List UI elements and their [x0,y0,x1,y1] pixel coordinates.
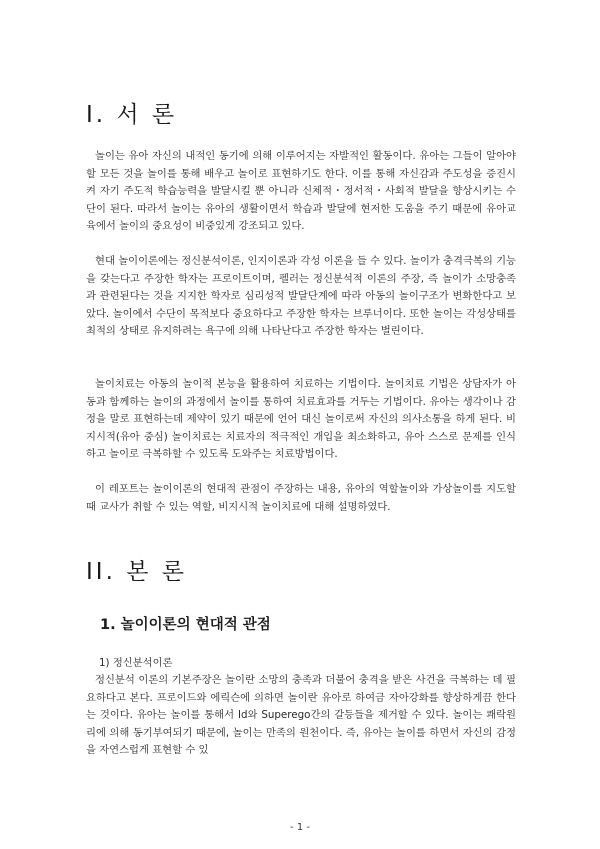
intro-paragraph-3: 놀이치료는 아동의 놀이적 본능을 활용하여 치료하는 기법이다. 놀이치료 기법은 상담자가 아동과 함께하는 놀이의 과정에서 놀이를 통하여 치료효과를 거두는 기법이다. 유아는 생각이나 감정을 말로 표현하는데 제약이 있기 때문에 언어 대신 놀이로써 자신의 의사소통을 하게 된다. 비지시적(유아 중심) 놀이치료는 치료자의 적극적인 개입을 최소화하고, 유아 스스로 문제를 인식하고 놀이로 극복하할 수 있도록 도와주는 치료방법이다. [86,378,516,460]
subsection-title-psychoanalytic: 1) 정신분석이론 [99,657,173,669]
section-heading-introduction: I. 서 론 [86,102,178,128]
intro-paragraph-4: 이 레포트는 놀이이론의 현대적 관점이 주장하는 내용, 유아의 역할놀이와 가상놀이를 지도할 때 교사가 취할 수 있는 역할, 비지시적 놀이치료에 대해 설명하였다. [86,483,516,513]
section-heading-body: II. 본 론 [86,559,187,585]
page-number: - 1 - [290,822,310,833]
intro-paragraph-2: 현대 놀이이론에는 정신분석이론, 인지이론과 각성 이론을 들 수 있다. 놀이가 충격극복의 기능을 갖는다고 주장한 학자는 프로이트이며, 펠러는 정신분석적 이론의 주장, 즉 놀이가 소망충족과 관련된다는 것을 지지한 학자로 심리성적 발달단계에 따라 아동의 놀이구조가 변화한다고 보았다. 놀이에서 수단이 목적보다 중요하다고 주장한 학자는 브루너이다. 또한 놀이는 각성상태를 최적의 상태로 유지하려는 욕구에 의해 나타난다고 주장한 학자는 벌린이다. [86,255,516,337]
intro-paragraph-1: 놀이는 유아 자신의 내적인 동기에 의해 이루어지는 자발적인 활동이다. 유아는 그들이 알아야 할 모든 것을 놀이를 통해 배우고 놀이로 표현하기도 한다. 이를 통해 자신감과 주도성을 증진시켜 자기 주도적 학습능력을 발달시킬 뿐 아니라 신체적・정서적・사회적 발달을 향상시키는 수단이 된다. 따라서 놀이는 유아의 생활이면서 학습과 발달에 현저한 도움을 주기 때문에 유아교육에서 놀이의 중요성이 비중있게 강조되고 있다. [86,150,516,232]
body-paragraph-1: 정신분석 이론의 기본주장은 놀이란 소망의 충족과 더불어 충격을 받은 사건을 극복하는 데 필요하다고 본다. 프로이드와 에릭슨에 의하면 놀이란 유아로 하여금 자아강화를 향상하게끔 한다는 것이다. 유아는 놀이를 통해서 Id와 Superego간의 갈등들을 제거할 수 있다. 놀이는 쾌락원리에 의해 동기부여되기 때문에, 놀이는 만족의 원천이다. 즉, 유아는 놀이를 하면서 자신의 감정을 자연스럽게 표현할 수 있 [86,674,516,756]
subsection-heading-modern-play-theory: 1. 놀이이론의 현대적 관점 [100,617,271,633]
